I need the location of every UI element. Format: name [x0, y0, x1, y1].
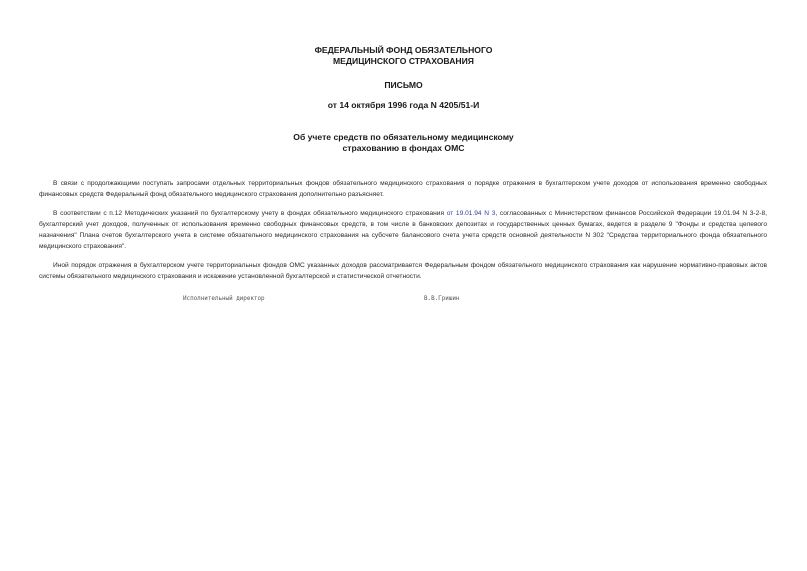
subject-line-2: страхованию в фондах ОМС — [342, 143, 465, 153]
signatory-title: Исполнительный директор — [183, 296, 265, 302]
document-reference-link[interactable]: от 19.01.94 N 3 — [446, 209, 496, 217]
body-paragraph-1: В связи с продолжающими поступать запросами отдельных территориальных фондов обязательного медицинского страхования о порядке отражения в бухгалтерском учете доходов от использования временно свободных финансовых средств Федеральный фонд обязательного медицинского страхования дополнительно разъясняет. — [39, 179, 767, 198]
signatory-name: В.В.Гришин — [424, 296, 460, 302]
subject-line-1: Об учете средств по обязательному медицинскому — [293, 132, 514, 142]
paragraph-2-text-end: , согласованных с Министерством финансов Российской Федерации 19.01.94 N 3-2-8, бухгалтерский учет доходов, полученных от использования временно свободных финансовых средств, в том числе в банковских депозитах и государственных ценных бумагах, ведется в разделе 9 "Фонды и средства целевого назначения" Плана счетов бухгалтерского учета в системе обязательного медицинского страхования на субсчете балансового счета учета средств основной деятельности N 302 "Средства территориального фонда обязательного медицинского страхования". — [39, 209, 767, 251]
body-paragraph-2 — [39, 208, 767, 253]
paragraph-2-text-start: В соответствии с п.12 Методических указаний по бухгалтерскому учету в фондах обязательного медицинского страхования — [53, 209, 447, 217]
organization-line-2: МЕДИЦИНСКОГО СТРАХОВАНИЯ — [333, 56, 474, 66]
issuing-organization — [0, 45, 807, 67]
organization-line-1: ФЕДЕРАЛЬНЫЙ ФОНД ОБЯЗАТЕЛЬНОГО — [314, 45, 493, 55]
document-type: ПИСЬМО — [384, 80, 423, 90]
body-paragraph-3: Иной порядок отражения в бухгалтерском учете территориальных фондов ОМС указанных доходов рассматривается Федеральным фондом обязательного медицинского страхования как нарушение нормативно-правовых актов системы обязательного медицинского страхования и искажение установленной бухгалтерской и статистической отчетности. — [39, 261, 767, 280]
document-subject — [0, 132, 807, 154]
document-date-number: от 14 октября 1996 года N 4205/51-И — [327, 100, 480, 110]
